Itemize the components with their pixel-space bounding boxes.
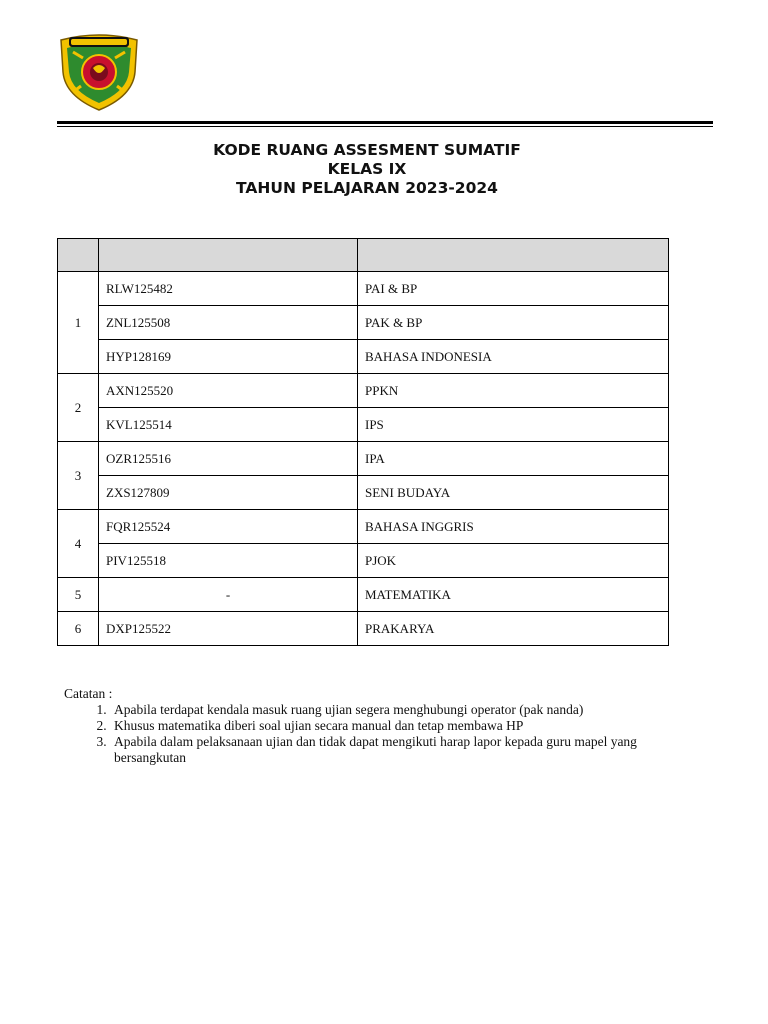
room-code-cell: ZXS127809 xyxy=(99,476,358,510)
room-number-cell: 6 xyxy=(58,612,99,646)
table-row xyxy=(58,544,669,578)
subject-cell: PJOK xyxy=(358,544,669,578)
room-number-cell: 2 xyxy=(58,374,99,442)
room-code-cell: OZR125516 xyxy=(99,442,358,476)
room-code-cell: AXN125520 xyxy=(99,374,358,408)
room-code-table xyxy=(57,238,669,646)
room-code-cell: - xyxy=(99,578,358,612)
list-item: 2. Khusus matematika diberi soal ujian secara manual dan tetap membawa HP xyxy=(110,718,684,734)
subject-cell: PRAKARYA xyxy=(358,612,669,646)
notes-heading: Catatan : xyxy=(64,686,113,701)
room-number-cell: 3 xyxy=(58,442,99,510)
table-row xyxy=(58,374,669,408)
room-number-cell: 5 xyxy=(58,578,99,612)
table-row xyxy=(58,476,669,510)
notes-list xyxy=(64,702,684,766)
subject-cell: SENI BUDAYA xyxy=(358,476,669,510)
table-row xyxy=(58,306,669,340)
header-rule-thin xyxy=(57,126,713,127)
table-row xyxy=(58,442,669,476)
subject-cell: PPKN xyxy=(358,374,669,408)
room-number-cell: 1 xyxy=(58,272,99,374)
class-title: KELAS IX xyxy=(327,160,407,178)
subject-cell: BAHASA INDONESIA xyxy=(358,340,669,374)
subject-cell: BAHASA INGGRIS xyxy=(358,510,669,544)
table-row xyxy=(58,612,669,646)
header-cell-subject xyxy=(358,239,669,272)
room-code-cell: ZNL125508 xyxy=(99,306,358,340)
subject-cell: PAK & BP xyxy=(358,306,669,340)
document-title: KODE RUANG ASSESMENT SUMATIF xyxy=(213,141,521,159)
table-row xyxy=(58,578,669,612)
list-item: 1. Apabila terdapat kendala masuk ruang ujian segera menghubungi operator (pak nanda) xyxy=(110,702,684,718)
table-header-row xyxy=(58,239,669,272)
room-code-cell: KVL125514 xyxy=(99,408,358,442)
room-code-cell: HYP128169 xyxy=(99,340,358,374)
table-row xyxy=(58,408,669,442)
list-item: 3. Apabila dalam pelaksanaan ujian dan tidak dapat mengikuti harap lapor kepada guru mapel yang bersangkutan xyxy=(110,734,684,766)
notes-section xyxy=(64,686,684,766)
room-code-cell: RLW125482 xyxy=(99,272,358,306)
header-cell-no xyxy=(58,239,99,272)
subject-cell: PAI & BP xyxy=(358,272,669,306)
academic-year-title: TAHUN PELAJARAN 2023-2024 xyxy=(236,179,498,197)
room-number-cell: 4 xyxy=(58,510,99,578)
room-code-cell: PIV125518 xyxy=(99,544,358,578)
room-code-cell: FQR125524 xyxy=(99,510,358,544)
table-row xyxy=(58,510,669,544)
header-rule-thick xyxy=(57,121,713,124)
table-row xyxy=(58,272,669,306)
subject-cell: IPS xyxy=(358,408,669,442)
city-emblem-logo xyxy=(53,28,145,112)
document-title-block xyxy=(0,141,734,198)
room-code-cell: DXP125522 xyxy=(99,612,358,646)
table-row xyxy=(58,340,669,374)
subject-cell: IPA xyxy=(358,442,669,476)
header-cell-code xyxy=(99,239,358,272)
subject-cell: MATEMATIKA xyxy=(358,578,669,612)
